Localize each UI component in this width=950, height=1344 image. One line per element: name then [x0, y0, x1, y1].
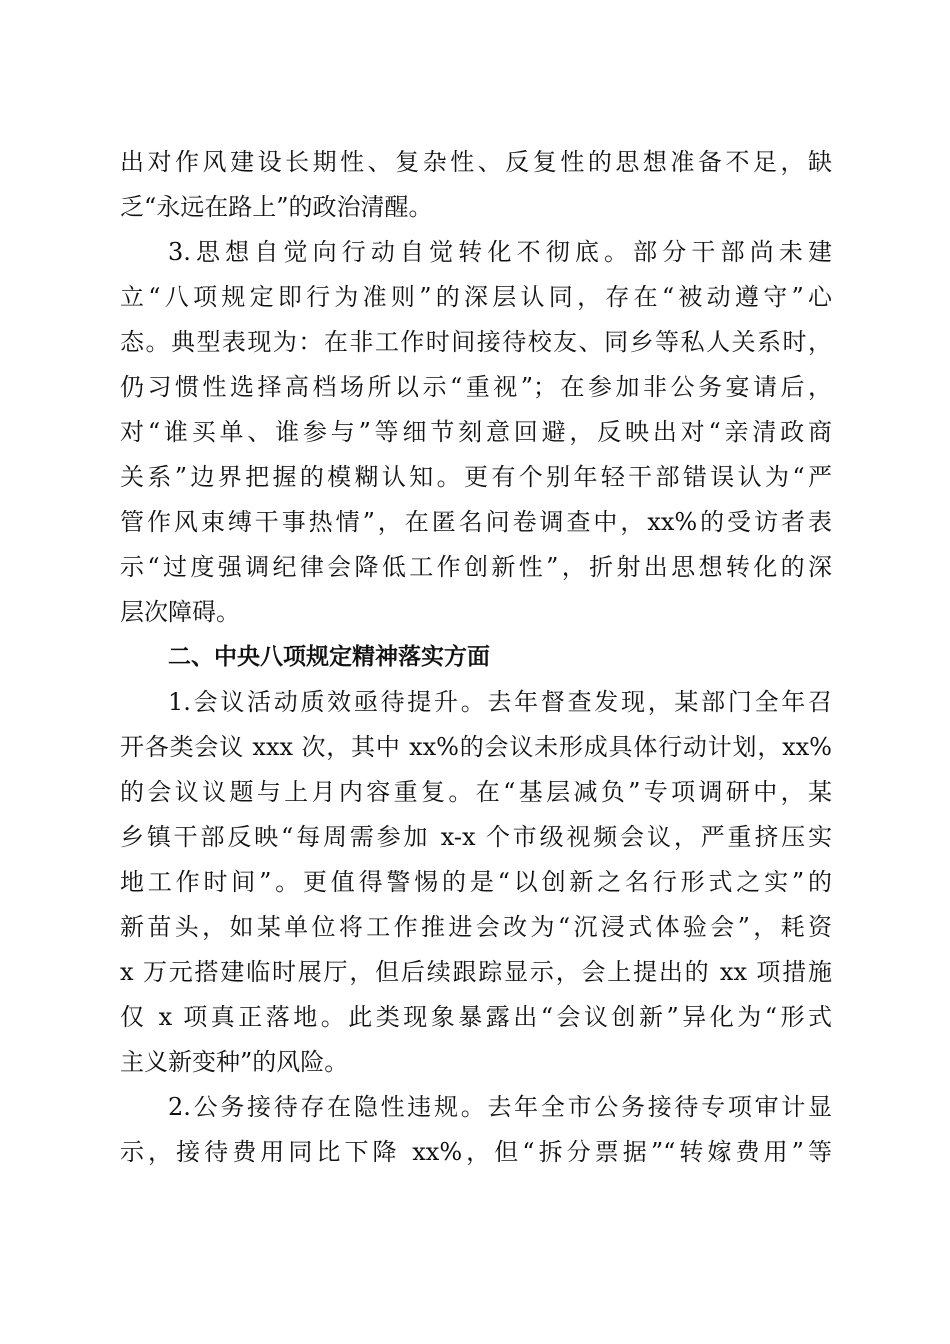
text-line: 开各类会议 xxx 次，其中 xx%的会议未形成具体行动计划，xx% [120, 733, 832, 761]
text-line: 示“过度强调纪律会降低工作创新性”，折射出思想转化的深 [120, 553, 832, 581]
paragraph-start-line: 1.会议活动质效亟待提升。去年督查发现，某部门全年召 [168, 688, 832, 716]
text-line: x 万元搭建临时展厅，但后续跟踪显示，会上提出的 xx 项措施 [120, 958, 832, 986]
text-line: 仅 x 项真正落地。此类现象暴露出“会议创新”异化为“形式 [120, 1003, 832, 1031]
text-line: 对“谁买单、谁参与”等细节刻意回避，反映出对“亲清政商 [120, 418, 832, 446]
text-line: 乏“永远在路上”的政治清醒。 [120, 193, 433, 221]
document-body [120, 140, 832, 1175]
text-line: 主义新变种”的风险。 [120, 1048, 349, 1076]
text-line: 出对作风建设长期性、复杂性、反复性的思想准备不足，缺 [120, 148, 832, 176]
text-line: 层次障碍。 [120, 598, 240, 626]
text-line: 新苗头，如某单位将工作推进会改为“沉浸式体验会”，耗资 [120, 913, 832, 941]
text-line: 管作风束缚干事热情”，在匿名问卷调查中，xx%的受访者表 [120, 508, 832, 536]
paragraph-start-line: 3.思想自觉向行动自觉转化不彻底。部分干部尚未建 [168, 238, 832, 266]
text-line: 地工作时间”。更值得警惕的是“以创新之名行形式之实”的 [120, 868, 832, 896]
paragraph-start-line: 2.公务接待存在隐性违规。去年全市公务接待专项审计显 [168, 1093, 832, 1121]
text-line: 立“八项规定即行为准则”的深层认同，存在“被动遵守”心 [120, 283, 832, 311]
text-line: 关系”边界把握的模糊认知。更有个别年轻干部错误认为“严 [120, 463, 832, 491]
section-heading: 二、中央八项规定精神落实方面 [168, 644, 490, 670]
text-line: 示，接待费用同比下降 xx%，但“拆分票据”“转嫁费用”等 [120, 1138, 832, 1166]
text-line: 的会议议题与上月内容重复。在“基层减负”专项调研中，某 [120, 778, 832, 806]
text-line: 态。典型表现为：在非工作时间接待校友、同乡等私人关系时， [120, 328, 832, 356]
text-line: 乡镇干部反映“每周需参加 x-x 个市级视频会议，严重挤压实 [120, 823, 832, 851]
text-line: 仍习惯性选择高档场所以示“重视”；在参加非公务宴请后， [120, 373, 832, 401]
